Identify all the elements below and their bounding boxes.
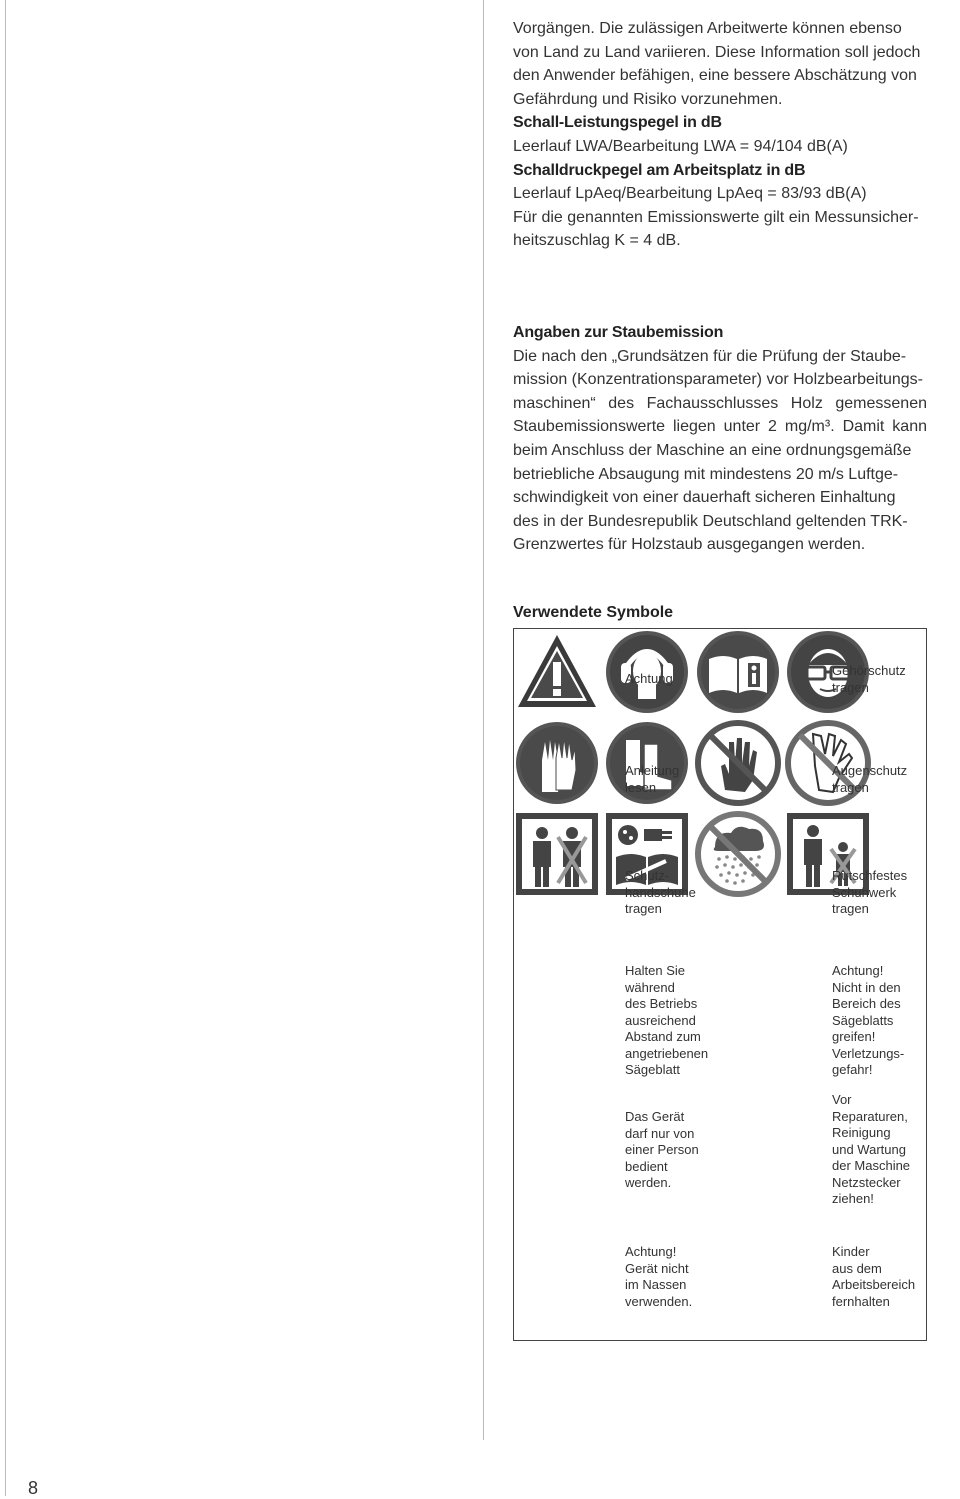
intro-paragraph <box>513 17 927 253</box>
symbol-label: Achtung <box>625 671 673 686</box>
dust-line: beim Anschluss der Maschine an eine ordnungsgemäße <box>513 441 912 459</box>
symbol-label: Rutschfestes Schuhwerk tragen <box>832 868 908 916</box>
dust-line: betriebliche Absaugung mit mindestens 20 m/s Luftge- <box>513 465 899 483</box>
symbol-label: Achtung! Nicht in den Bereich des Sägeblatts greifen! Verletzungs- gefahr! <box>832 963 905 1077</box>
one-person-icon <box>514 811 600 897</box>
symbol-label: Vor Reparaturen, Reinigung und Wartung der Maschine Netzstecker ziehen! <box>832 1092 911 1206</box>
dust-section <box>513 321 927 557</box>
symbols-heading: Verwendete Symbole <box>513 604 674 621</box>
symbols-table <box>513 628 927 1341</box>
symbol-label: Kinder aus dem Arbeitsbereich fernhalten <box>832 1244 916 1309</box>
dust-line: Die nach den „Grundsätzen für die Prüfung der Staube- <box>513 347 907 365</box>
left-page-rule <box>5 0 6 1496</box>
dust-line: mission (Konzentrationsparameter) vor Holzbearbeitungs- <box>513 371 923 389</box>
noise-pressure-values: Leerlauf LpAeq/Bearbeitung LpAeq = 83/93 dB(A) <box>513 185 867 203</box>
protective-gloves-icon <box>514 720 600 806</box>
page-number: 8 <box>28 1478 39 1498</box>
dust-line: des in der Bundesrepublik Deutschland geltenden TRK- <box>513 512 908 530</box>
warning-triangle-icon <box>514 629 600 715</box>
symbol-label: Achtung! Gerät nicht im Nassen verwenden. <box>625 1244 693 1309</box>
symbol-label: Anleitung lesen <box>625 763 680 795</box>
symbol-label: Gehörschutz tragen <box>832 663 906 695</box>
intro-line: Gefährdung und Risiko vorzunehmen. <box>513 90 783 108</box>
noise-heading-pressure: Schalldruckpegel am Arbeitsplatz in dB <box>513 161 806 179</box>
intro-line: von Land zu Land variieren. Diese Information soll jedoch <box>513 43 921 61</box>
dust-line: Grenzwertes für Holzstaub ausgegangen werden. <box>513 536 866 554</box>
noise-uncertainty-line: Für die genannten Emissionswerte gilt ein Messunsicher- <box>513 208 919 226</box>
intro-line: den Anwender befähigen, eine bessere Abschätzung von <box>513 67 917 85</box>
noise-power-values: Leerlauf LWA/Bearbeitung LWA = 94/104 dB(A) <box>513 137 848 155</box>
symbol-label: Halten Sie während des Betriebs ausreichend Abstand zum angetriebenen Sägeblatt <box>625 963 709 1077</box>
dust-line: maschinen“ des Fachausschlusses Holz gemessenen <box>513 394 927 412</box>
symbol-label: Das Gerät darf nur von einer Person bedient werden. <box>625 1109 699 1190</box>
dust-line: schwindigkeit von einer dauerhaft sicheren Einhaltung <box>513 489 896 507</box>
intro-line: Vorgängen. Die zulässigen Arbeitwerte können ebenso <box>513 20 902 37</box>
symbol-label: Augenschutz tragen <box>832 763 908 795</box>
dust-line: Staubemissionswerte liegen unter 2 mg/m³. Damit kann <box>513 418 927 436</box>
dust-heading: Angaben zur Staubemission <box>513 324 724 341</box>
noise-uncertainty-line: heitszuschlag K = 4 dB. <box>513 232 681 250</box>
noise-heading-power: Schall-Leistungspegel in dB <box>513 114 722 132</box>
gutter-rule <box>483 0 484 1440</box>
symbol-label: Schutz- handschuhe tragen <box>625 868 696 916</box>
